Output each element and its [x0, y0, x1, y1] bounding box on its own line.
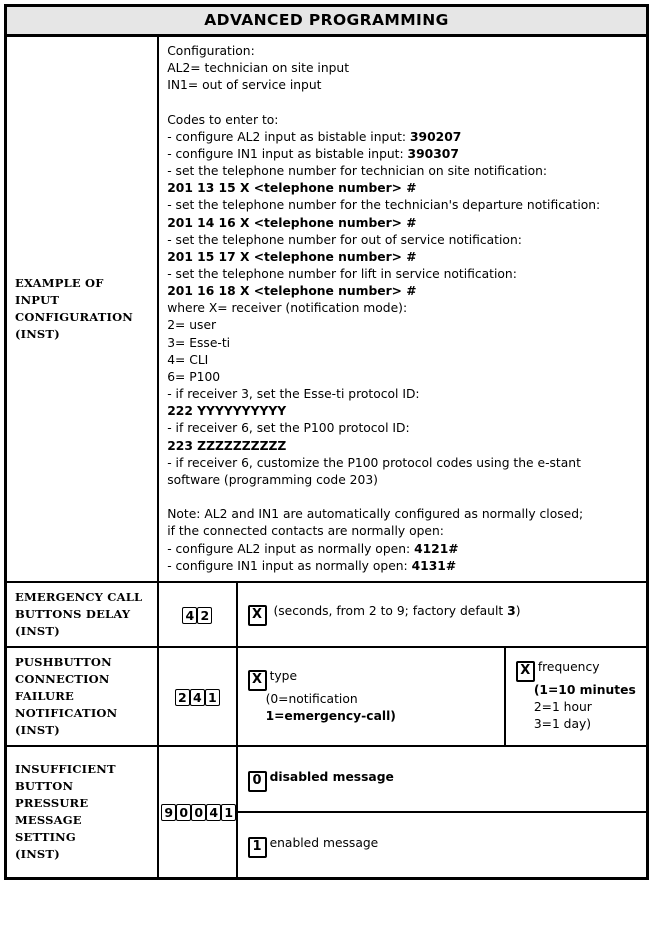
emergency-call-delay-note: (seconds, from 2 to 9; factory default 3)	[269, 603, 521, 618]
enabled-message-label: enabled message	[269, 835, 379, 850]
code-digit-box: 1	[205, 689, 220, 706]
label-line: (INST)	[15, 846, 60, 861]
label-line: (INST)	[15, 722, 60, 737]
description-line: - if receiver 3, set the Esse-ti protocol ID:	[167, 387, 420, 402]
description-line: - if receiver 6, set the P100 protocol ID:	[167, 421, 410, 436]
code-boxes-insufficient-pressure	[158, 746, 236, 879]
table-row	[6, 582, 648, 647]
configuration-description	[158, 36, 647, 582]
x-placeholder-box: X	[516, 661, 535, 682]
table-row	[6, 36, 648, 582]
description-line: AL2= technician on site input	[167, 61, 350, 76]
value-box-zero: 0	[248, 771, 267, 792]
frequency-option: 3=1 day)	[533, 717, 592, 732]
message-setting-subtable	[238, 747, 646, 877]
programming-code: 390207	[409, 129, 462, 144]
programming-code: 4121#	[414, 541, 459, 556]
code-digit-box: 2	[175, 689, 190, 706]
label-line: SETTING	[15, 829, 76, 844]
label-line: EMERGENCY CALL	[15, 589, 143, 604]
code-digit-box: 4	[206, 804, 221, 821]
description-line: - if receiver 6, customize the P100 protocol codes using the e-stant	[167, 455, 581, 470]
description-line: - set the telephone number for out of service notification:	[167, 232, 522, 247]
description-line: 201 15 17 X <telephone number> #	[167, 249, 417, 264]
advanced-programming-page	[0, 4, 653, 933]
row-label-pushbutton-connection-failure-notification	[6, 647, 159, 746]
code-digit-box: 9	[161, 804, 176, 821]
description-line: 3= Esse-ti	[167, 335, 231, 350]
disabled-message-cell	[238, 747, 646, 812]
label-line: CONFIGURATION	[15, 309, 133, 324]
label-line: PUSHBUTTON	[15, 654, 112, 669]
emergency-call-delay-options	[237, 582, 648, 647]
label-line: (INST)	[15, 623, 60, 638]
description-line: 6= P100	[167, 369, 221, 384]
frequency-marker-line	[516, 659, 640, 682]
table-header-row	[6, 6, 648, 36]
enabled-message-cell	[238, 812, 646, 877]
description-line	[167, 94, 640, 111]
code-digit-box: 1	[221, 804, 236, 821]
table-row	[6, 746, 648, 879]
type-option: (0=notification	[265, 691, 358, 706]
description-line: - configure IN1 input as bistable input: 390307	[167, 146, 459, 161]
description-line: 222 YYYYYYYYYY	[167, 404, 287, 419]
description-line: 201 13 15 X <telephone number> #	[167, 181, 417, 196]
code-boxes-pushbutton-failure	[158, 647, 236, 746]
label-line: NOTIFICATION	[15, 705, 118, 720]
description-line: Note: AL2 and IN1 are automatically configured as normally closed;	[167, 507, 584, 522]
description-line: IN1= out of service input	[167, 78, 322, 93]
description-line: - configure AL2 input as normally open: 4121#	[167, 541, 459, 556]
code-boxes-emergency-call-delay	[158, 582, 236, 647]
page-title: ADVANCED PROGRAMMING	[6, 6, 648, 36]
label-line: (INST)	[15, 326, 60, 341]
pushbutton-frequency-options	[505, 647, 648, 746]
label-line: BUTTON	[15, 778, 74, 793]
code-digit-box: 0	[191, 804, 206, 821]
x-placeholder-box: X	[248, 670, 267, 691]
message-setting-options	[237, 746, 648, 879]
label-line: INSUFFICIENT	[15, 761, 116, 776]
label-line: CONNECTION	[15, 671, 110, 686]
description-line: - set the telephone number for lift in service notification:	[167, 267, 517, 282]
code-digit-box: 4	[182, 607, 197, 624]
code-digit-box: 2	[197, 607, 212, 624]
description-line: Configuration:	[167, 44, 255, 58]
description-line: 4= CLI	[167, 352, 209, 367]
row-label-emergency-call-buttons-delay	[6, 582, 159, 647]
description-line	[167, 489, 640, 506]
type-label: type	[269, 668, 298, 683]
code-digit-group	[182, 607, 212, 624]
label-line: BUTTONS DELAY	[15, 606, 131, 621]
description-line: software (programming code 203)	[167, 472, 378, 487]
code-digit-group	[175, 689, 220, 706]
x-placeholder-box: X	[248, 605, 267, 626]
label-line: MESSAGE	[15, 812, 82, 827]
row-label-insufficient-button-pressure-message-setting	[6, 746, 159, 879]
frequency-option: (1=10 minutes	[533, 683, 636, 698]
value-box-one: 1	[248, 837, 267, 858]
description-line: - configure IN1 input as normally open: 4131#	[167, 558, 457, 573]
description-line: 223 ZZZZZZZZZZ	[167, 438, 287, 453]
disabled-message-label: disabled message	[269, 769, 394, 784]
label-line: PRESSURE	[15, 795, 89, 810]
message-sub-row	[238, 747, 646, 812]
description-line: 2= user	[167, 318, 217, 333]
description-line: if the connected contacts are normally open:	[167, 524, 444, 539]
description-line: Codes to enter to:	[167, 112, 279, 127]
programming-table	[4, 4, 649, 880]
message-sub-row	[238, 812, 646, 877]
programming-code: 390307	[407, 146, 459, 161]
description-line: - set the telephone number for the technician's departure notification:	[167, 198, 601, 213]
label-line: INPUT	[15, 292, 60, 307]
label-line: EXAMPLE OF	[15, 275, 104, 290]
frequency-label: frequency	[537, 660, 600, 675]
programming-code: 4131#	[411, 558, 457, 573]
row-label-example-of-input-configuration	[6, 36, 159, 582]
code-digit-group	[161, 804, 236, 821]
label-line: FAILURE	[15, 688, 75, 703]
description-line: 201 14 16 X <telephone number> #	[167, 215, 417, 230]
type-option: 1=emergency-call)	[265, 708, 396, 723]
description-lines	[167, 43, 640, 575]
type-marker-line	[248, 668, 498, 691]
description-line: - set the telephone number for technician on site notification:	[167, 164, 548, 179]
frequency-option: 2=1 hour	[533, 700, 592, 715]
description-line: 201 16 18 X <telephone number> #	[167, 284, 417, 299]
table-row	[6, 647, 648, 746]
pushbutton-type-options	[237, 647, 505, 746]
description-line: - configure AL2 input as bistable input: 390207	[167, 129, 462, 144]
code-digit-box: 0	[176, 804, 191, 821]
code-digit-box: 4	[190, 689, 205, 706]
description-line: where X= receiver (notification mode):	[167, 301, 408, 316]
